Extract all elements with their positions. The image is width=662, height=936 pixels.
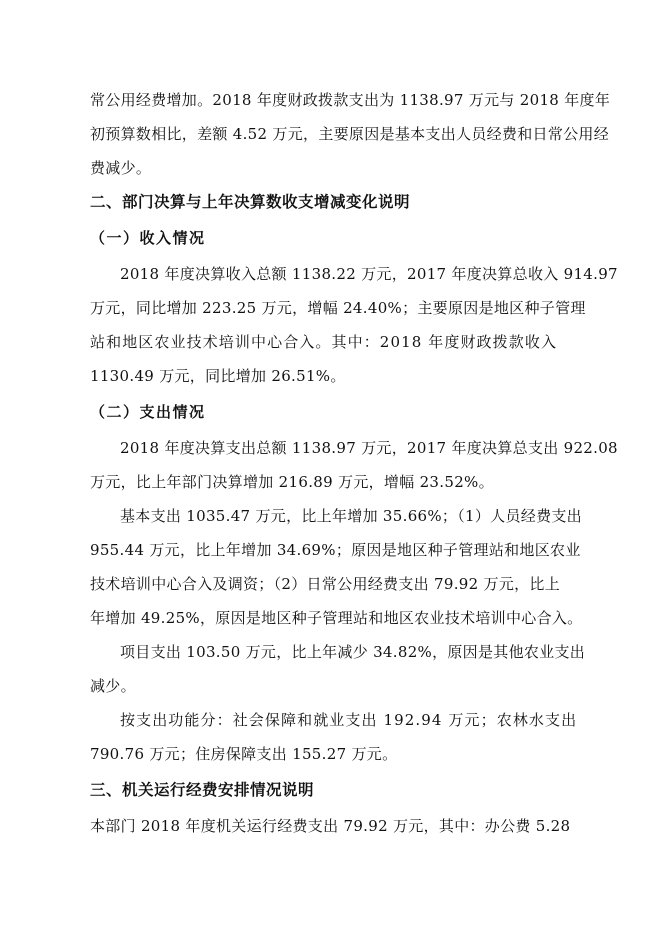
paragraph-line: 本部门 2018 年度机关运行经费支出 79.92 万元，其中：办公费 5.28 (90, 817, 571, 835)
paragraph-line: 基本支出 1035.47 万元，比上年增加 35.66%；（1）人员经费支出 (120, 507, 582, 525)
paragraph-line: 万元，同比增加 223.25 万元，增幅 24.40%；主要原因是地区种子管理 (90, 299, 586, 317)
paragraph-line: 常公用经费增加。2018 年度财政拨款支出为 1138.97 万元与 2018 年度年 (90, 91, 611, 109)
paragraph-line: 减少。 (90, 677, 136, 695)
paragraph-line: 初预算数相比，差额 4.52 万元，主要原因是基本支出人员经费和日常公用经 (90, 125, 610, 143)
paragraph-line: 费减少。 (90, 159, 152, 177)
paragraph-line: 项目支出 103.50 万元，比上年减少 34.82%，原因是其他农业支出 (120, 643, 586, 661)
paragraph-line: 1130.49 万元，同比增加 26.51%。 (90, 367, 346, 385)
section-heading-2: 二、部门决算与上年决算数收支增减变化说明 (90, 193, 411, 211)
paragraph-line: 955.44 万元，比上年增加 34.69%；原因是地区种子管理站和地区农业 (90, 541, 581, 559)
paragraph-line: 技术培训中心合入及调资；（2）日常公用经费支出 79.92 万元，比上 (90, 575, 561, 593)
paragraph-line: 按支出功能分：社会保障和就业支出 192.94 万元；农林水支出 (120, 711, 578, 729)
paragraph-line: 790.76 万元；住房保障支出 155.27 万元。 (90, 745, 398, 763)
paragraph-line: 2018 年度决算收入总额 1138.22 万元，2017 年度决算总收入 914.97 (120, 265, 618, 283)
subheading-expenditure: （二）支出情况 (90, 403, 206, 421)
paragraph-line: 年增加 49.25%，原因是地区种子管理站和地区农业技术培训中心合入。 (90, 609, 583, 627)
paragraph-line: 站和地区农业技术培训中心合入。其中：2018 年度财政拨款收入 (90, 333, 558, 351)
section-heading-3: 三、机关运行经费安排情况说明 (90, 781, 315, 799)
paragraph-line: 万元，比上年部门决算增加 216.89 万元，增幅 23.52%。 (90, 473, 494, 491)
subheading-income: （一）收入情况 (90, 229, 206, 247)
paragraph-line: 2018 年度决算支出总额 1138.97 万元，2017 年度决算总支出 922.08 (120, 439, 618, 457)
